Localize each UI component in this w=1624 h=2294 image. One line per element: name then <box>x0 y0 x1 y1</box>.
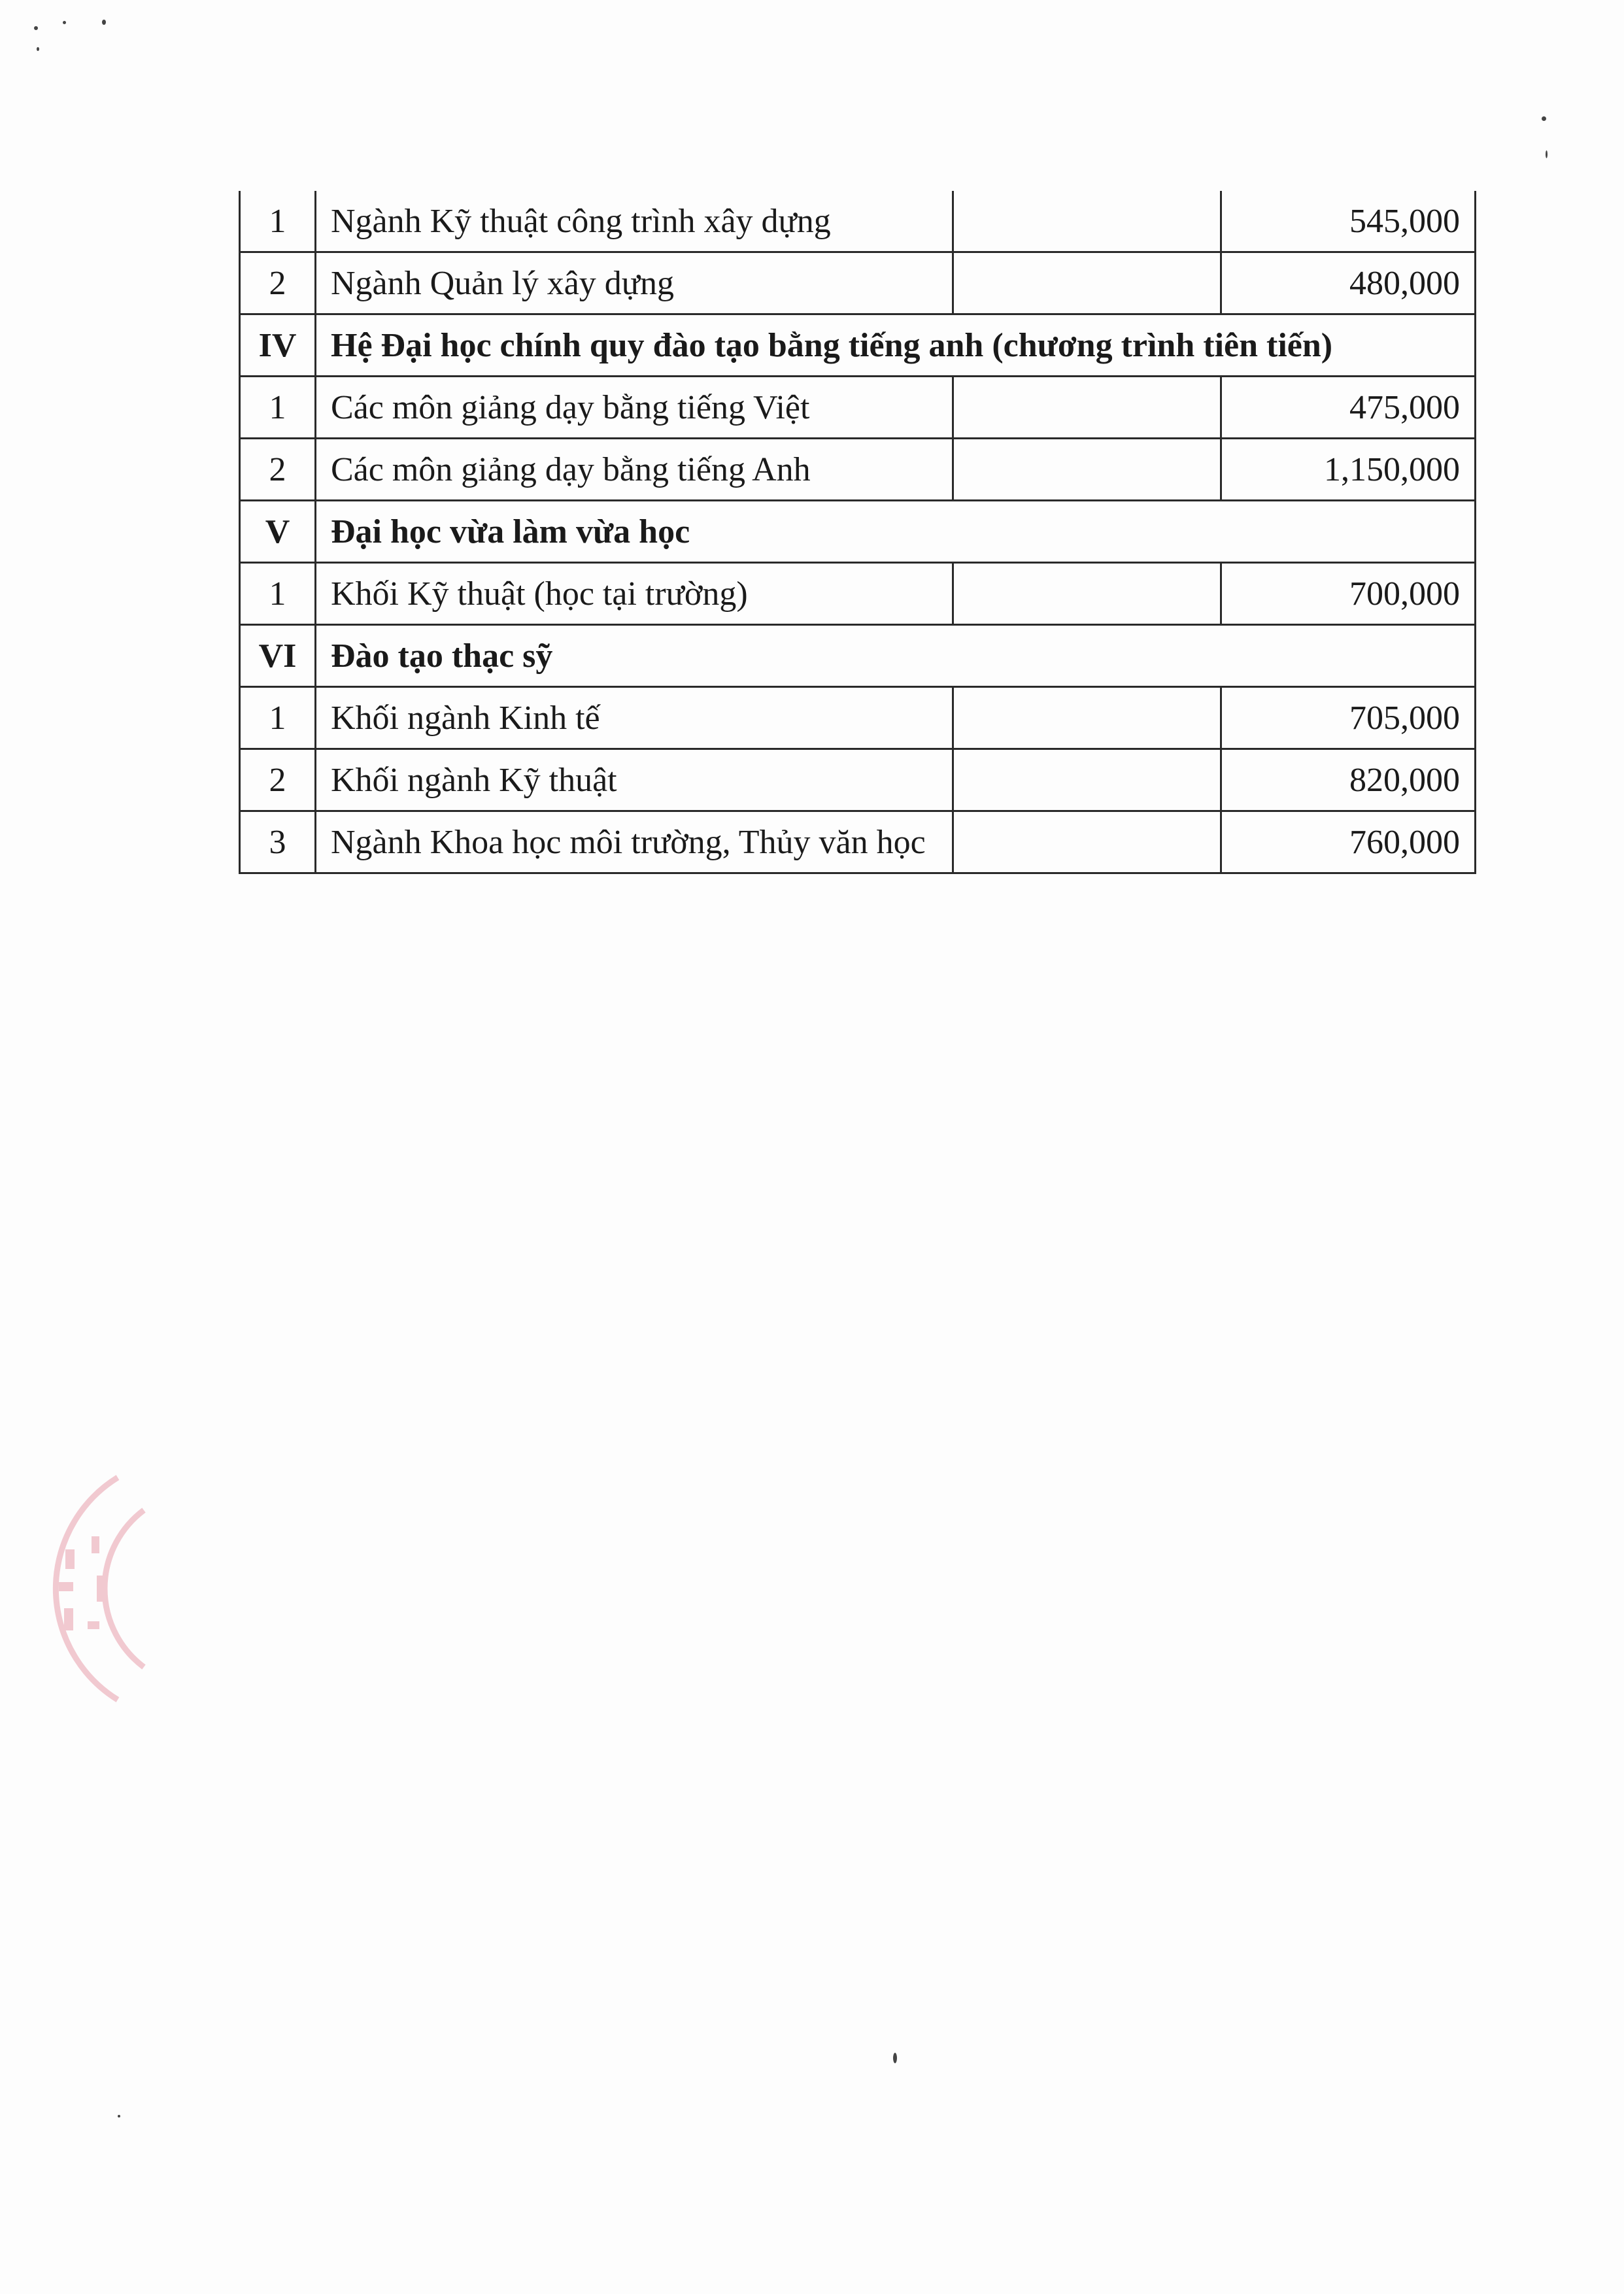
row-amount: 700,000 <box>1221 563 1476 625</box>
empty-cell <box>953 563 1221 625</box>
row-number: 3 <box>240 811 316 873</box>
table-row <box>240 811 1476 873</box>
table-row <box>240 563 1476 625</box>
empty-cell <box>953 811 1221 873</box>
row-amount: 480,000 <box>1221 252 1476 314</box>
section-title: Hệ Đại học chính quy đào tạo bằng tiếng anh (chương trình tiên tiến) <box>316 314 1476 377</box>
empty-cell <box>953 252 1221 314</box>
empty-cell <box>953 439 1221 501</box>
section-number: VI <box>240 625 316 687</box>
row-amount: 705,000 <box>1221 687 1476 749</box>
row-number: 2 <box>240 252 316 314</box>
row-name: Khối ngành Kỹ thuật <box>316 749 953 811</box>
row-amount: 475,000 <box>1221 377 1476 439</box>
empty-cell <box>953 377 1221 439</box>
row-number: 1 <box>240 563 316 625</box>
row-number: 2 <box>240 749 316 811</box>
row-name: Các môn giảng dạy bằng tiếng Việt <box>316 377 953 439</box>
section-row <box>240 501 1476 563</box>
row-number: 1 <box>240 687 316 749</box>
section-row <box>240 625 1476 687</box>
section-title: Đại học vừa làm vừa học <box>316 501 1476 563</box>
row-name: Ngành Khoa học môi trường, Thủy văn học <box>316 811 953 873</box>
row-amount: 760,000 <box>1221 811 1476 873</box>
table-row <box>240 252 1476 314</box>
section-number: IV <box>240 314 316 377</box>
section-title: Đào tạo thạc sỹ <box>316 625 1476 687</box>
row-name: Các môn giảng dạy bằng tiếng Anh <box>316 439 953 501</box>
row-amount: 1,150,000 <box>1221 439 1476 501</box>
row-name: Khối Kỹ thuật (học tại trường) <box>316 563 953 625</box>
row-number: 1 <box>240 377 316 439</box>
tuition-fee-table <box>239 191 1476 874</box>
row-name: Khối ngành Kinh tế <box>316 687 953 749</box>
empty-cell <box>953 749 1221 811</box>
table-row <box>240 191 1476 252</box>
row-name: Ngành Kỹ thuật công trình xây dựng <box>316 191 953 252</box>
section-row <box>240 314 1476 377</box>
section-number: V <box>240 501 316 563</box>
table-row <box>240 377 1476 439</box>
official-seal-stamp <box>20 1451 190 1726</box>
empty-cell <box>953 687 1221 749</box>
table-row <box>240 439 1476 501</box>
row-name: Ngành Quản lý xây dựng <box>316 252 953 314</box>
table-row <box>240 687 1476 749</box>
row-number: 2 <box>240 439 316 501</box>
row-amount: 820,000 <box>1221 749 1476 811</box>
empty-cell <box>953 191 1221 252</box>
row-number: 1 <box>240 191 316 252</box>
row-amount: 545,000 <box>1221 191 1476 252</box>
table-row <box>240 749 1476 811</box>
